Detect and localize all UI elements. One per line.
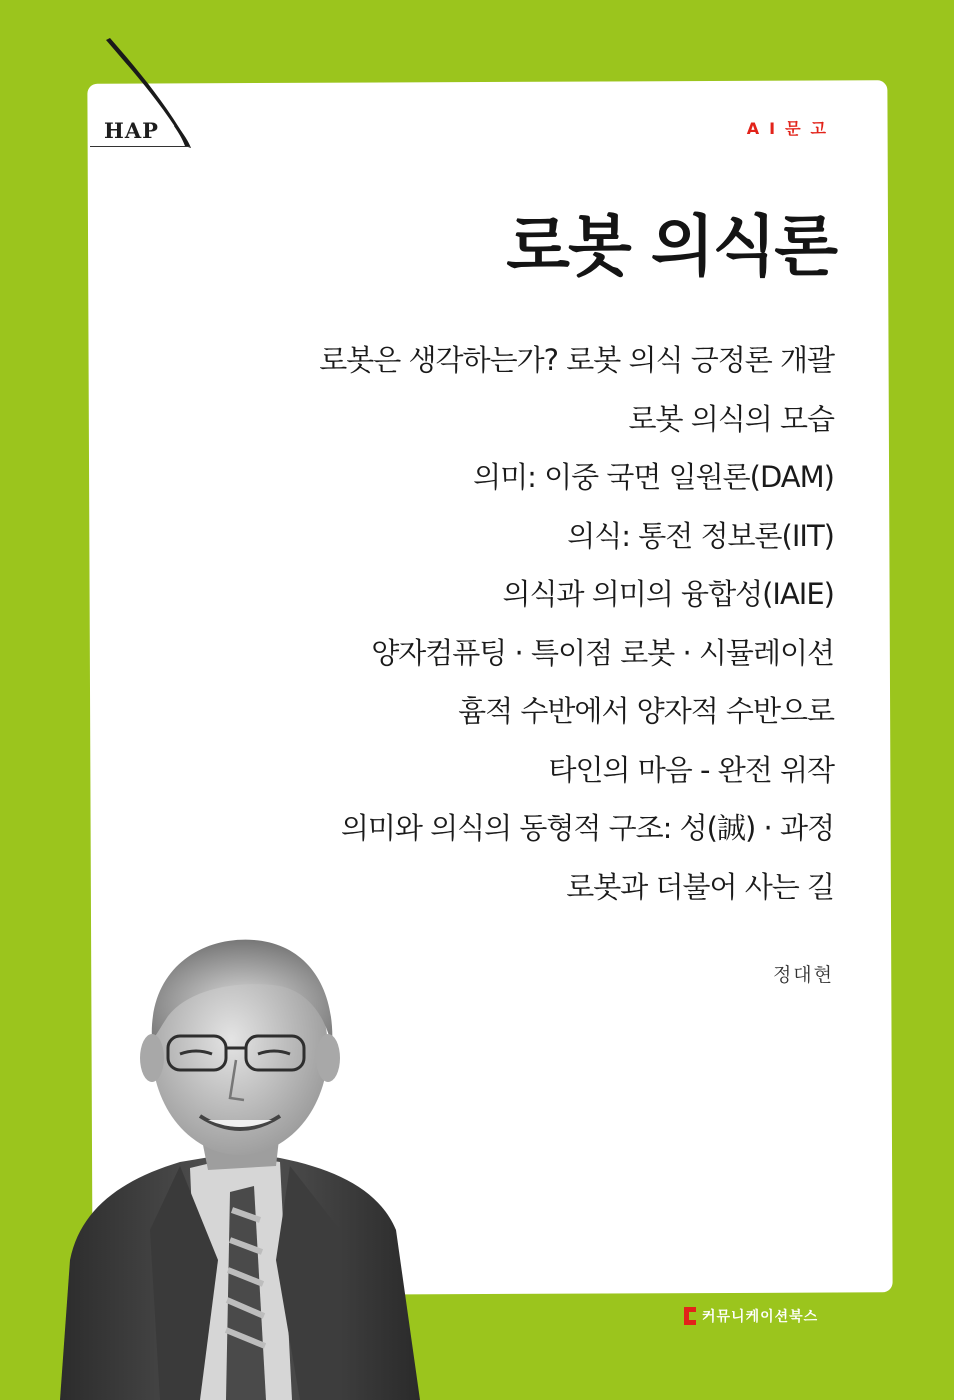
logo-underline	[90, 146, 190, 147]
toc-item: 의식과 의미의 융합성(IAIE)	[502, 577, 834, 611]
hap-logo-text: HAP	[104, 118, 159, 143]
toc-item: 로봇은 생각하는가? 로봇 의식 긍정론 개괄	[319, 343, 834, 377]
toc-item: 로봇과 더불어 사는 길	[566, 869, 834, 904]
table-of-contents	[319, 336, 834, 921]
toc-item: 의미: 이중 국면 일원론(DAM)	[473, 460, 834, 494]
series-label: AI문고	[746, 119, 836, 138]
toc-item: 의미와 의식의 동형적 구조: 성(誠) · 과정	[340, 811, 834, 845]
book-title: 로봇 의식론	[506, 208, 836, 285]
publisher-logo-icon	[684, 1307, 696, 1325]
publisher-name: 커뮤니케이션북스	[702, 1309, 819, 1325]
author-name: 정대현	[772, 964, 834, 986]
toc-item: 양자컴퓨팅 · 특이점 로봇 · 시뮬레이션	[371, 635, 834, 670]
toc-item: 흄적 수반에서 양자적 수반으로	[458, 694, 834, 728]
toc-item: 로봇 의식의 모습	[628, 401, 834, 436]
toc-item: 의식: 통전 정보론(IIT)	[567, 518, 834, 553]
author-portrait	[40, 930, 510, 1400]
publisher	[684, 1306, 818, 1326]
toc-item: 타인의 마음 - 완전 위작	[548, 752, 834, 787]
